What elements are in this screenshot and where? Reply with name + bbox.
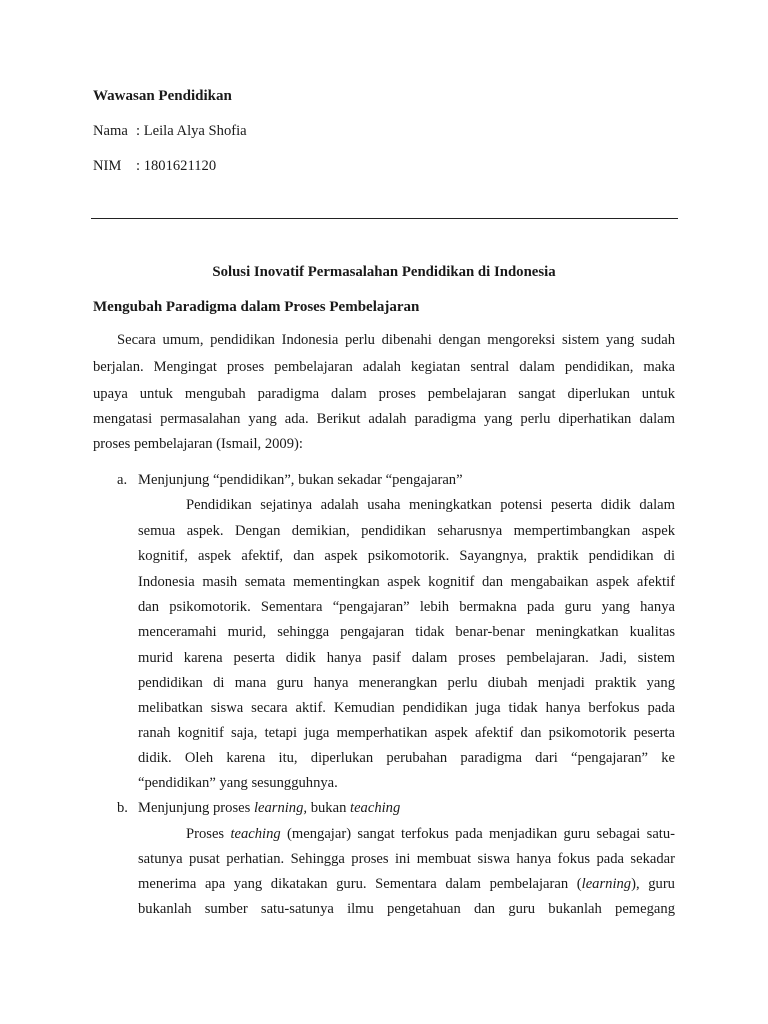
section-heading: Mengubah Paradigma dalam Proses Pembelajaran [93,299,420,315]
intro-line: upaya untuk mengubah paradigma dalam proses pembelajaran sangat diperlukan untuk [93,386,675,402]
list-marker-a: a. [117,472,128,488]
item-a-line: menceramahi murid, sehingga pengajaran tidak benar-benar meningkatkan kualitas [138,624,675,640]
item-a-title: Menjunjung “pendidikan”, bukan sekadar “pengajaran” [138,472,463,488]
nim-row [93,157,216,175]
document-title: Solusi Inovatif Permasalahan Pendidikan di Indonesia [212,264,556,280]
item-b-line: bukanlah sumber satu-satunya ilmu pengetahuan dan guru bukanlah pemegang [138,901,675,917]
intro-line: Secara umum, pendidikan Indonesia perlu dibenahi dengan mengoreksi sistem yang sudah [117,332,675,348]
item-b-line: menerima apa yang dikatakan guru. Sementara dalam pembelajaran (learning), guru [138,876,675,892]
item-b-title: Menjunjung proses learning, bukan teaching [138,800,401,816]
nim-value: : 1801621120 [136,158,217,174]
item-a-line: ranah kognitif saja, tetapi juga memperhatikan aspek afektif dan psikomotorik peserta [138,725,675,741]
horizontal-divider [91,218,678,219]
item-a-line: semua aspek. Dengan demikian, pendidikan seharusnya mempertimbangkan aspek [138,523,675,539]
name-label: Nama [93,123,128,139]
item-a-line: melibatkan siswa secara aktif. Kemudian pendidikan juga tidak hanya berfokus pada [138,700,675,716]
course-title: Wawasan Pendidikan [93,88,232,104]
list-marker-b: b. [117,800,128,816]
name-value: : Leila Alya Shofia [136,123,247,139]
item-a-line: dan psikomotorik. Sementara “pengajaran” lebih bermakna pada guru yang hanya [138,599,675,615]
intro-line: mengatasi permasalahan yang ada. Berikut adalah paradigma yang perlu diperhatikan dalam [93,411,675,427]
item-a-line: Pendidikan sejatinya adalah usaha meningkatkan potensi peserta didik dalam [186,497,675,513]
item-b-line: satunya pusat perhatian. Sehingga proses ini membuat siswa hanya fokus pada sekadar [138,851,675,867]
name-row [93,122,247,140]
item-a-line: kognitif, aspek afektif, dan aspek psikomotorik. Sayangnya, praktik pendidikan di [138,548,675,564]
item-a-line: “pendidikan” yang sesungguhnya. [138,775,338,791]
item-a-line: Indonesia masih semata mementingkan aspek kognitif dan mengabaikan aspek afektif [138,574,675,590]
intro-line: proses pembelajaran (Ismail, 2009): [93,436,303,452]
intro-line: berjalan. Mengingat proses pembelajaran adalah kegiatan sentral dalam pendidikan, maka [93,359,675,375]
item-a-line: pendidikan di mana guru hanya menerangkan perlu diubah menjadi praktik yang [138,675,675,691]
nim-label: NIM [93,158,122,174]
item-a-line: didik. Oleh karena itu, diperlukan perubahan paradigma dari “pengajaran” ke [138,750,675,766]
item-b-line: Proses teaching (mengajar) sangat terfokus pada menjadikan guru sebagai satu- [186,826,676,842]
item-a-line: murid karena peserta didik hanya pasif dalam proses pembelajaran. Jadi, sistem [138,650,675,666]
